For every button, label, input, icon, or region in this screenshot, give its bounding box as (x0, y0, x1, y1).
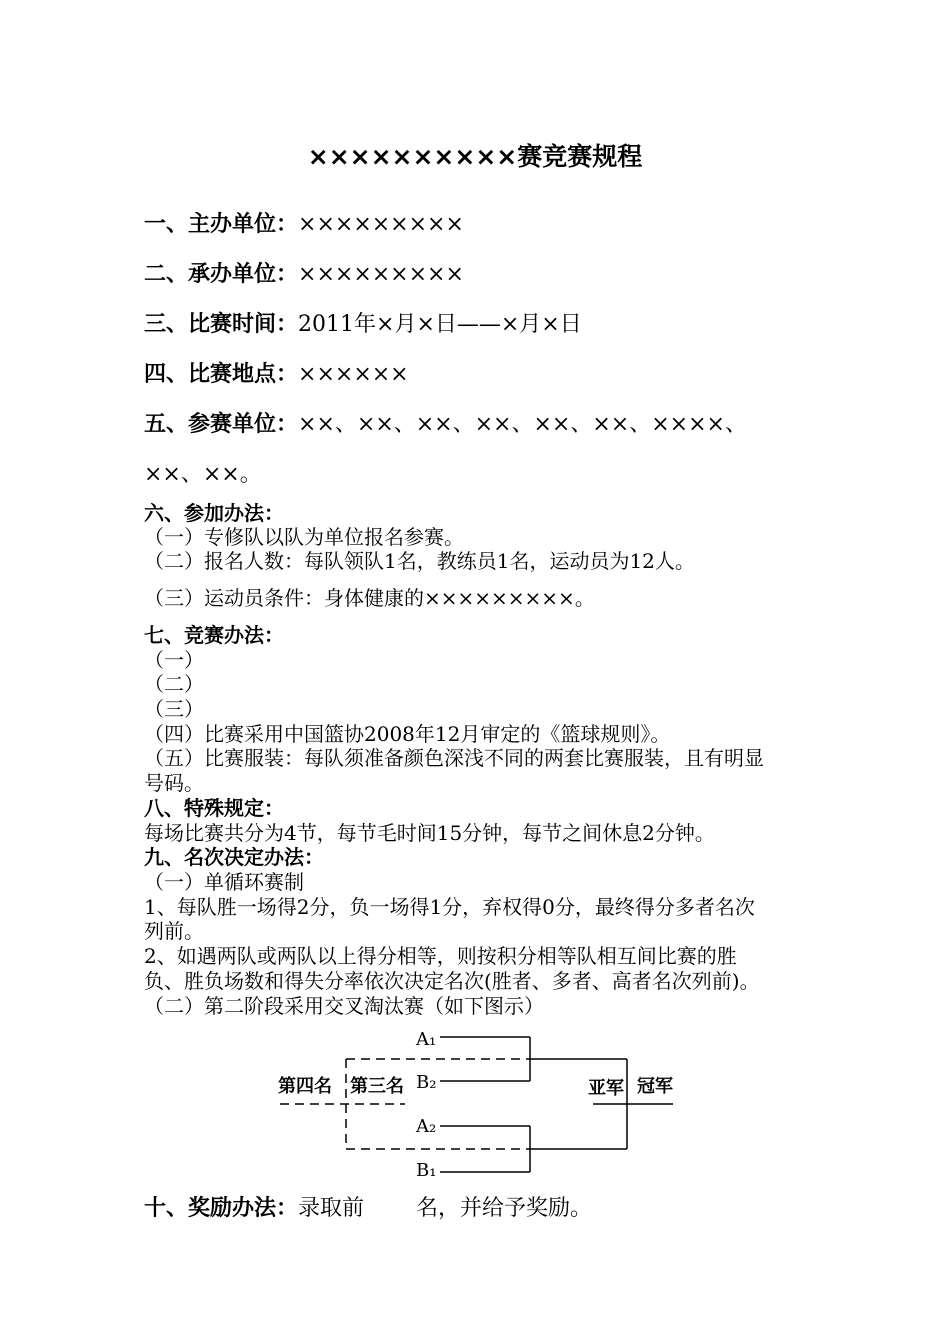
list-item-cont: 列前。 (144, 919, 204, 943)
bracket-diagram (0, 1020, 950, 1190)
section-heading: 三、比赛时间： (144, 312, 299, 337)
list-item: （一） (144, 648, 204, 672)
section-heading: 六、参加办法： (144, 501, 284, 525)
list-item: （一）单循环赛制 (144, 870, 304, 894)
section-participants (144, 411, 747, 439)
bracket-label-b1: B₁ (416, 1160, 437, 1181)
section-body: 名，并给予奖励。 (416, 1196, 593, 1221)
section-participants-cont: ××、××。 (144, 462, 262, 487)
section-body: 2011年×月×日——×月×日 (298, 312, 582, 337)
list-item: 1、每队胜一场得2分，负一场得1分，弃权得0分，最终得分多者名次 (144, 895, 755, 919)
section-body: ××××××××× (298, 212, 464, 237)
section-venue (144, 361, 409, 389)
list-item: （四）比赛采用中国篮协2008年12月审定的《篮球规则》。 (144, 722, 671, 746)
bracket-label-b2: B₂ (416, 1072, 437, 1093)
section-heading: 七、竞赛办法： (144, 623, 284, 647)
section-organizer (144, 211, 464, 239)
list-item: （五）比赛服装：每队须准备颜色深浅不同的两套比赛服装，且有明显 (144, 746, 764, 770)
bracket-label-a1: A₁ (416, 1029, 437, 1050)
bracket-label-second: 亚军 (588, 1078, 624, 1099)
section-heading: 十、奖励办法： (144, 1196, 299, 1221)
list-item-cont: 号码。 (144, 771, 204, 795)
list-item-cont: 负、胜负场数和得失分率依次决定名次(胜者、多者、高者名次列前)。 (144, 969, 760, 993)
section-heading: 九、名次决定办法： (144, 845, 324, 869)
section-heading: 八、特殊规定： (144, 796, 284, 820)
list-item: （三） (144, 697, 204, 721)
list-item: （三）运动员条件：身体健康的×××××××××。 (144, 586, 595, 610)
bracket-label-a2: A₂ (416, 1116, 437, 1137)
section-body: ×××××× (298, 362, 409, 387)
section-awards (144, 1195, 592, 1223)
section-heading: 二、承办单位： (144, 262, 299, 287)
list-item: （二）第二阶段采用交叉淘汰赛（如下图示） (144, 994, 544, 1018)
section-heading: 五、参赛单位： (144, 412, 299, 437)
section-body: 每场比赛共分为4节，每节毛时间15分钟，每节之间休息2分钟。 (144, 821, 715, 845)
section-heading: 四、比赛地点： (144, 362, 299, 387)
list-item: 2、如遇两队或两队以上得分相等，则按积分相等队相互间比赛的胜 (144, 944, 737, 968)
section-heading: 一、主办单位： (144, 212, 299, 237)
bracket-label-fourth: 第四名 (278, 1076, 332, 1097)
list-item: （二）报名人数：每队领队1名，教练员1名，运动员为12人。 (144, 549, 695, 573)
page-title: ××××××××××赛竞赛规程 (307, 142, 643, 171)
bracket-label-champion: 冠军 (637, 1076, 673, 1097)
section-time (144, 311, 582, 339)
list-item: （一）专修队以队为单位报名参赛。 (144, 525, 464, 549)
section-body: ××××××××× (298, 262, 464, 287)
section-body: 录取前 (298, 1196, 365, 1221)
bracket-label-third: 第三名 (350, 1076, 404, 1097)
section-body: ××、××、××、××、××、××、××××、 (298, 412, 747, 437)
section-host (144, 261, 464, 289)
list-item: （二） (144, 672, 204, 696)
